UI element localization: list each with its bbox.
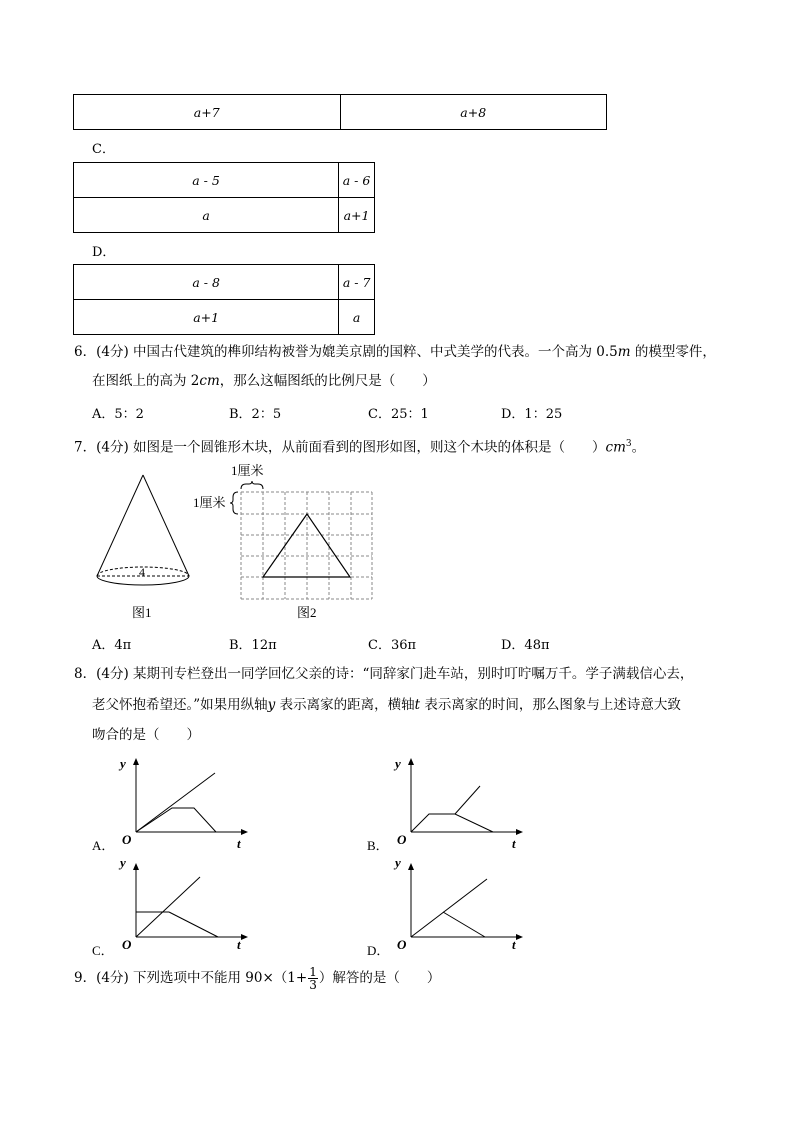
choice-b: B．2：5 [229,407,282,422]
choice-label: C． [92,943,114,958]
question-8-line-3: 吻合的是（ ） [92,727,200,743]
svg-text:O: O [122,832,132,847]
graph-d [367,853,537,958]
question-8-line-1: 8．(4分) 某期刊专栏登出一同学回忆父亲的诗：“同辞家门赴车站，别时叮咛嘱万千。学子满载信心去， [74,666,694,682]
choice-label: D． [367,943,390,958]
svg-text:t: t [512,937,516,952]
option-c-label: C． [92,142,115,157]
scale-label-horizontal: 1厘米 [231,463,264,478]
figure-2-grid [193,463,372,620]
option-d-cell: a - 8 [74,265,339,300]
question-9-text: 9．(4分) 下列选项中不能用 90×（1+ $\frac{1}{3}$ ）解答的是（ ） [74,965,441,992]
choice-c: C．36π [368,638,417,653]
svg-text:O: O [397,832,407,847]
choice-label: A． [92,838,115,853]
svg-text:y: y [120,756,126,771]
choice-d: D．48π [501,638,550,653]
svg-text:O: O [397,937,407,952]
question-7-text: 7．(4分) 如图是一个圆锥形木块，从前面看到的图形如图，则这个木块的体积是（ ）$cm^3$。 [74,439,646,456]
option-d-cell: a+1 [74,300,339,335]
question-6-line-1: 6．(4分) 中国古代建筑的榫卯结构被誉为媲美京剧的国粹、中式美学的代表。一个高为 0.5m 的模型零件， [74,344,716,360]
option-d-cell: a [339,300,375,335]
svg-text:t: t [237,836,241,851]
choice-d: D．1：25 [501,407,563,422]
graph-a [92,748,262,853]
table-top [73,94,607,130]
fraction-one-third: $\frac{1}{3}$ [309,965,317,992]
svg-text:O: O [122,937,132,952]
choice-b: B．12π [229,638,277,653]
graph-c [92,853,262,958]
choice-c: C．25：1 [368,407,429,422]
option-d-table [73,264,375,335]
option-c-cell: a - 6 [339,163,375,198]
figure-1-label: 图1 [132,605,152,620]
figure-1-cone [97,475,189,620]
graph-b [367,748,537,853]
figure-1-value: 4 [139,565,145,579]
svg-text:y: y [395,855,401,870]
choice-a: A．4π [92,638,132,653]
table-top-cell-2: a+8 [340,95,607,130]
svg-text:t: t [237,937,241,952]
option-c-table [73,162,375,233]
figure-2-label: 图2 [297,605,317,620]
option-c-cell: a - 5 [74,163,339,198]
svg-text:t: t [512,836,516,851]
question-7-figures [0,455,794,625]
choice-label: B． [367,838,389,853]
svg-text:y: y [395,756,401,771]
option-c-cell: a+1 [339,198,375,233]
svg-text:y: y [120,855,126,870]
choice-a: A．5：2 [92,407,144,422]
scale-label-vertical: 1厘米 [193,495,226,510]
question-6-line-2: 在图纸上的高为 2cm，那么这幅图纸的比例尺是（ ） [92,373,436,389]
option-c-cell: a [74,198,339,233]
option-d-cell: a - 7 [339,265,375,300]
question-8-line-2: 老父怀抱希望还。”如果用纵轴y 表示离家的距离，横轴t 表示离家的时间，那么图象与上述诗意大致 [92,697,681,713]
option-d-label: D． [92,245,116,260]
table-top-cell-1: a+7 [74,95,341,130]
